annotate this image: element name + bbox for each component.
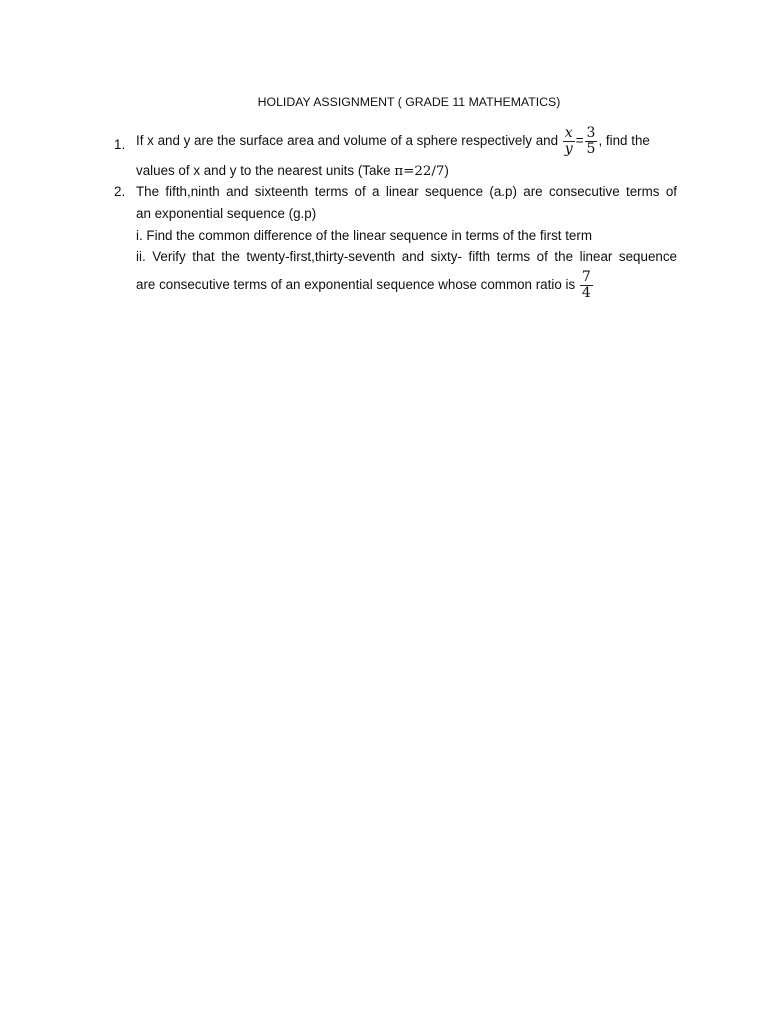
fraction-numerator: 3 [586, 125, 596, 141]
equals-sign: = [575, 133, 584, 149]
question-2-part-ii-line-2 [136, 270, 594, 301]
fraction-numerator: 7 [581, 269, 591, 285]
fraction-numerator: x [564, 125, 573, 141]
fraction-x-over-y [563, 126, 575, 157]
fraction-7-over-4 [580, 270, 593, 301]
closing-paren: ) [444, 163, 449, 178]
question-2-line-2: an exponential sequence (g.p) [136, 206, 317, 221]
question-1-text-2: values of x and y to the nearest units (Take [136, 163, 391, 178]
page-title: HOLIDAY ASSIGNMENT ( GRADE 11 MATHEMATICS) [257, 95, 561, 109]
question-1-text: If x and y are the surface area and volume of a sphere respectively and [136, 133, 559, 149]
question-2-line-1: The fifth,ninth and sixteenth terms of a linear sequence (a.p) are consecutive terms of [136, 184, 677, 199]
fraction-denominator: 5 [586, 141, 596, 157]
question-number: 2. [114, 184, 126, 199]
fraction-denominator: y [564, 141, 573, 157]
question-2-part-i: i. Find the common difference of the linear sequence in terms of the first term [136, 228, 592, 243]
question-number: 1. [114, 137, 126, 152]
pi-expression: π=22/7 [394, 164, 445, 179]
question-2-part-ii-line-1: ii. Verify that the twenty-first,thirty-seventh and sixty- fifth terms of the linear sequence [136, 249, 677, 264]
question-2-part-ii-text: are consecutive terms of an exponential sequence whose common ratio is [136, 277, 576, 293]
question-1-text-tail: , find the [598, 133, 650, 149]
fraction-denominator: 4 [581, 285, 591, 301]
fraction-3-over-5 [585, 126, 598, 157]
question-1-line-2 [136, 163, 449, 179]
question-1-line-1 [136, 126, 650, 157]
